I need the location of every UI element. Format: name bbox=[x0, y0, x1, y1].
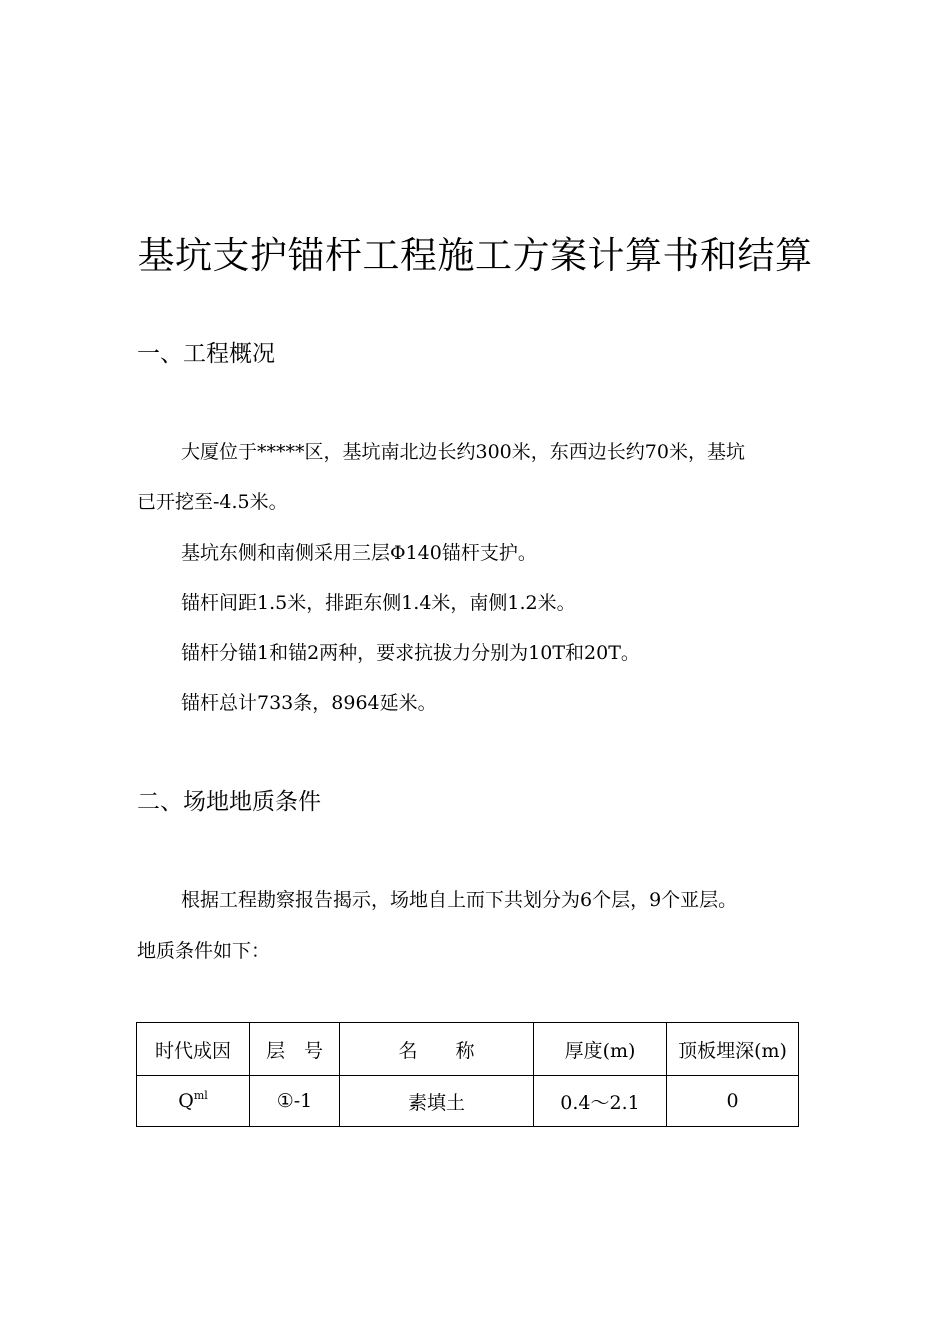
cell-era bbox=[137, 1076, 250, 1127]
header-era: 时代成因 bbox=[137, 1023, 250, 1076]
cell-layer-no: ①-1 bbox=[250, 1076, 340, 1127]
paragraph-spacing: 锚杆间距1.5米，排距东侧1.4米，南侧1.2米。 bbox=[181, 592, 576, 614]
paragraph-conditions: 地质条件如下： bbox=[137, 940, 271, 962]
paragraph-location: 大厦位于*****区，基坑南北边长约300米，东西边长约70米，基坑 bbox=[181, 441, 745, 463]
header-top-depth: 顶板埋深(m) bbox=[667, 1023, 799, 1076]
table-header-row bbox=[137, 1023, 799, 1076]
paragraph-survey: 根据工程勘察报告揭示，场地自上而下共划分为6个层，9个亚层。 bbox=[181, 889, 738, 911]
era-symbol: Q bbox=[178, 1090, 194, 1112]
paragraph-anchor-types: 锚杆分锚1和锚2两种，要求抗拔力分别为10T和20T。 bbox=[181, 642, 640, 664]
era-superscript: ml bbox=[193, 1089, 208, 1102]
section-heading-overview: 一、工程概况 bbox=[137, 341, 275, 367]
cell-name: 素填土 bbox=[340, 1076, 534, 1127]
paragraph-location-cont: 已开挖至-4.5米。 bbox=[137, 491, 288, 513]
table-row bbox=[137, 1076, 799, 1127]
paragraph-total: 锚杆总计733条，8964延米。 bbox=[181, 692, 437, 714]
cell-top-depth: 0 bbox=[667, 1076, 799, 1127]
document-title: 基坑支护锚杆工程施工方案计算书和结算 bbox=[137, 234, 813, 277]
header-name: 名 称 bbox=[340, 1023, 534, 1076]
cell-thickness: 0.4～2.1 bbox=[534, 1076, 667, 1127]
section-heading-geology: 二、场地地质条件 bbox=[137, 789, 321, 815]
paragraph-support-method: 基坑东侧和南侧采用三层Φ140锚杆支护。 bbox=[181, 542, 537, 564]
header-layer-no: 层 号 bbox=[250, 1023, 340, 1076]
geology-table bbox=[136, 1022, 799, 1127]
header-thickness: 厚度(m) bbox=[534, 1023, 667, 1076]
